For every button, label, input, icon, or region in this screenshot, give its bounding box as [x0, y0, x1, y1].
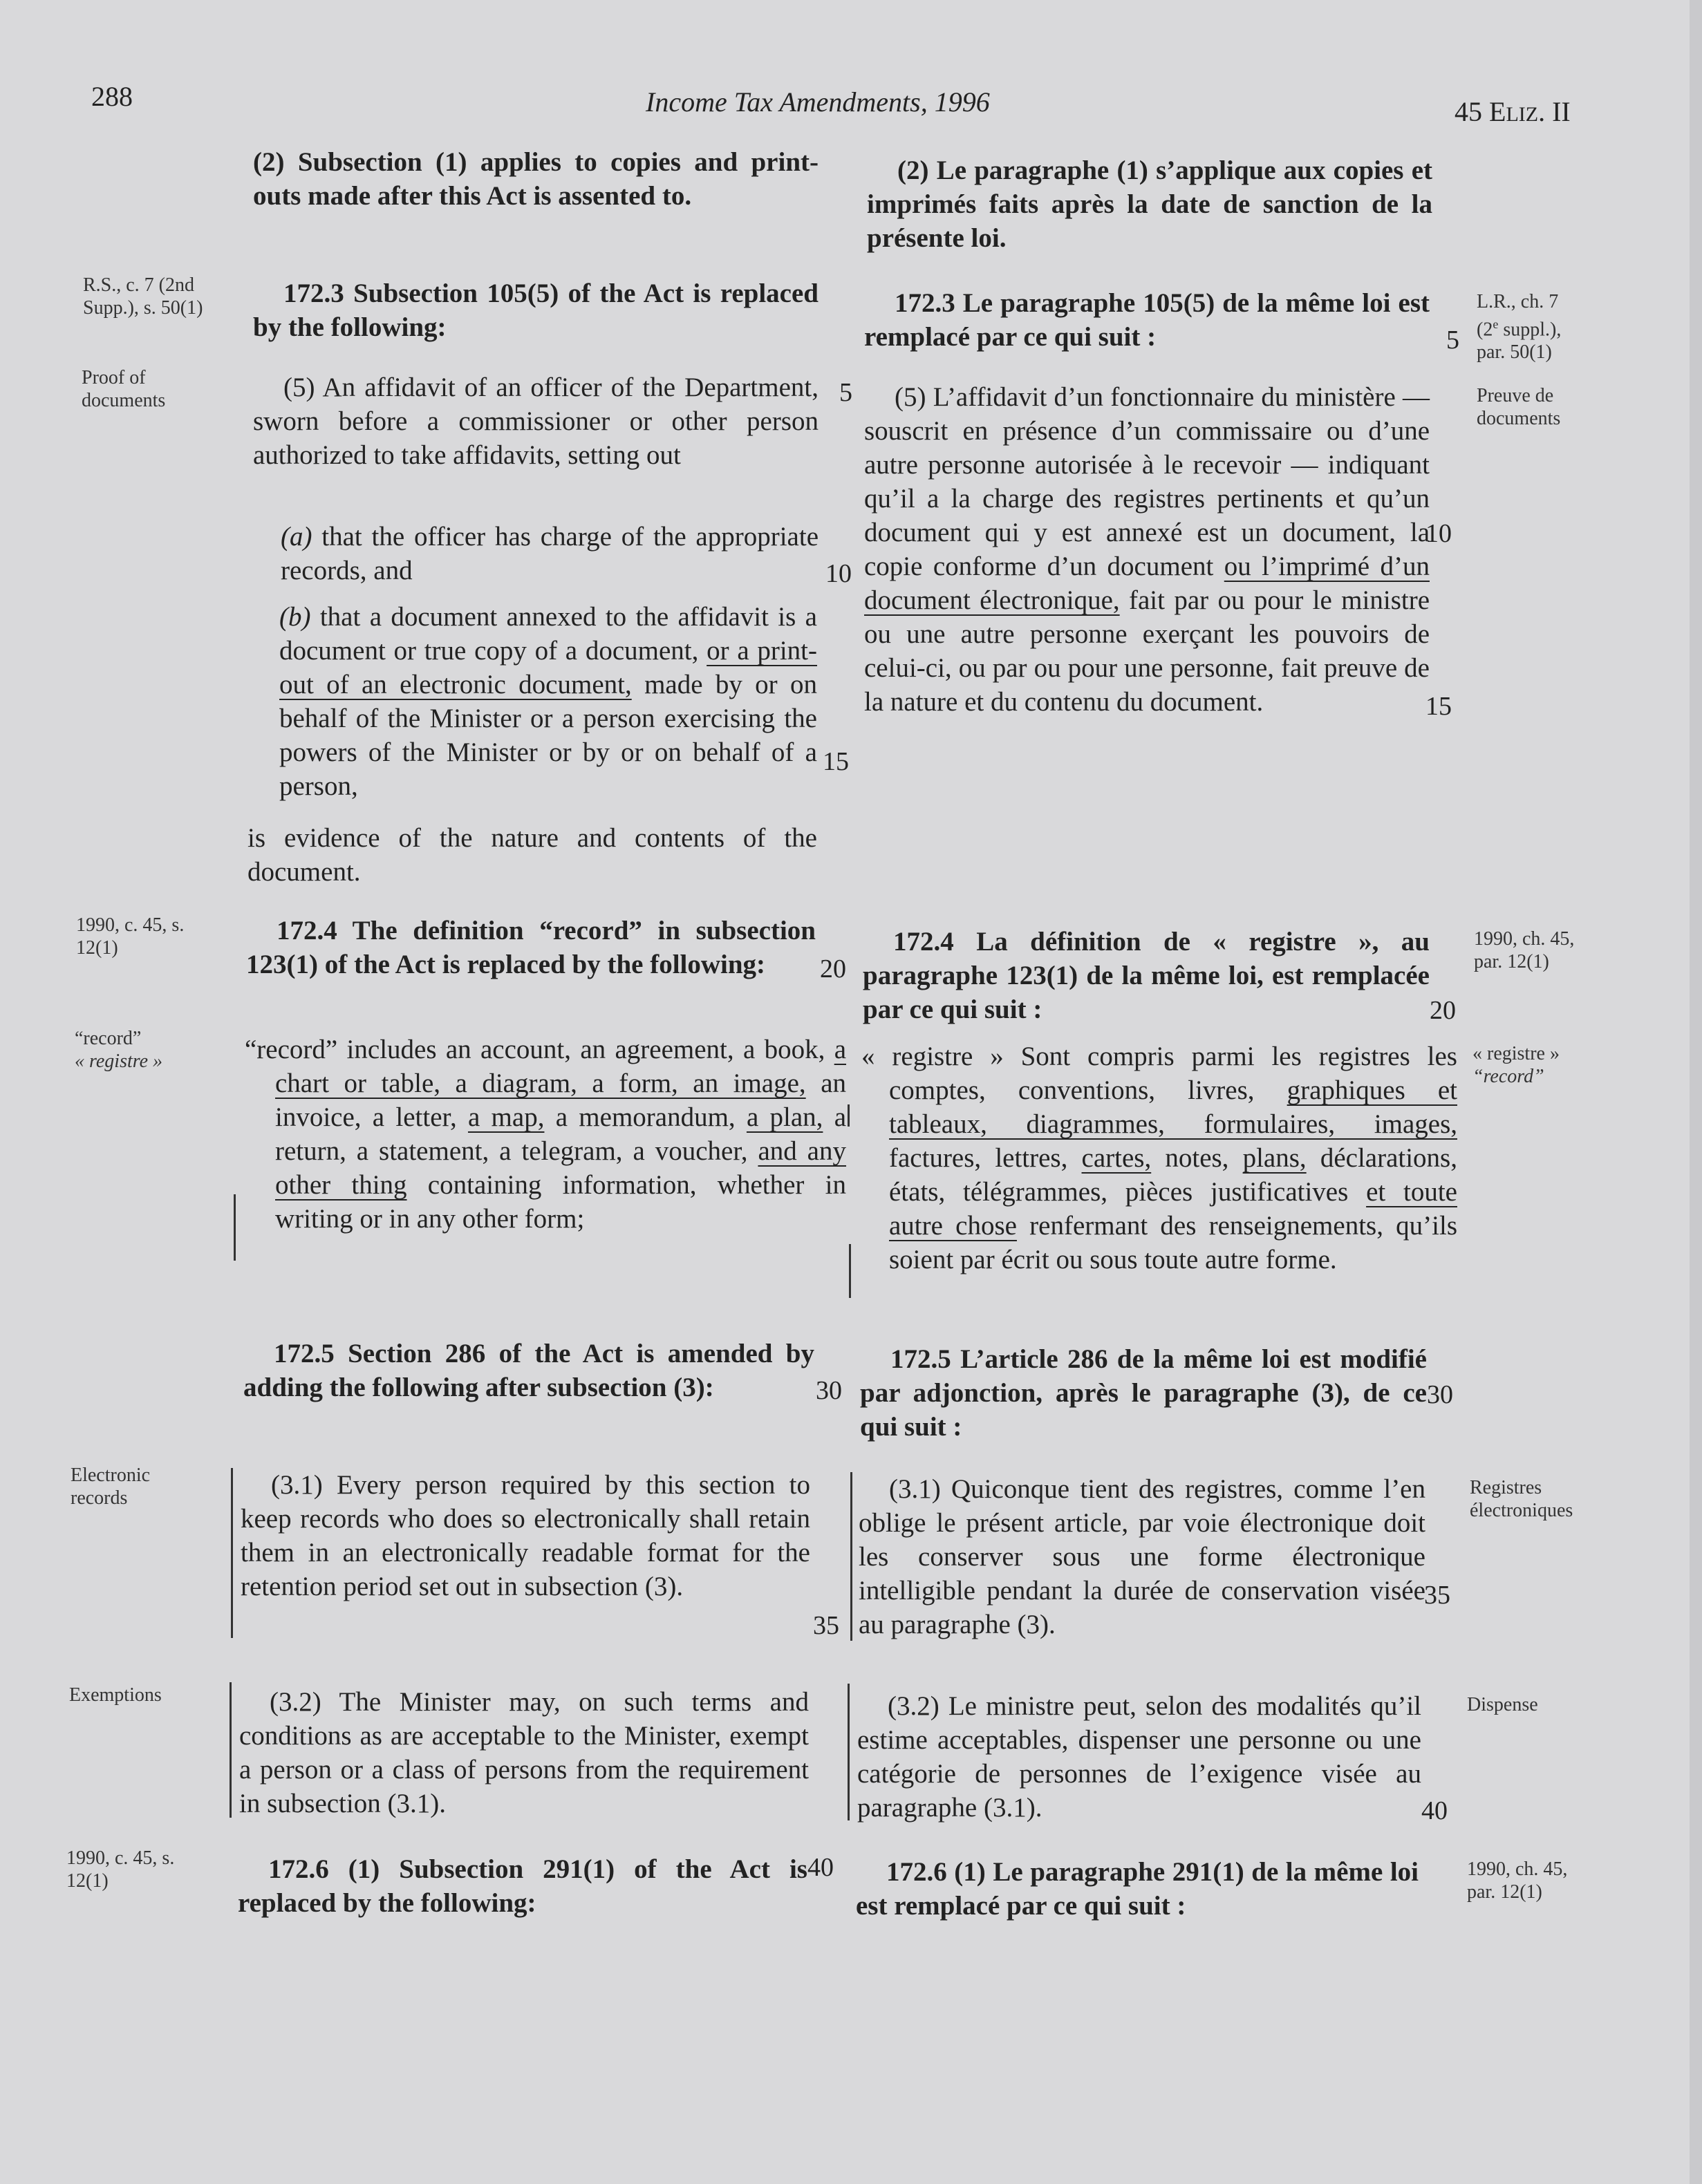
line-number: 30 — [816, 1376, 842, 1405]
margin-note-1990-ch-citation-2: 1990, ch. 45, par. 12(1) — [1467, 1858, 1568, 1903]
margin-note-registres-electroniques: Registres électroniques — [1470, 1477, 1573, 1521]
margin-note-dispense: Dispense — [1467, 1694, 1538, 1715]
regnal-year: 45 ELIZ. II — [1455, 96, 1571, 127]
en-section-172-3-heading: 172.3 Subsection 105(5) of the Act is replaced by the following: — [253, 279, 819, 342]
line-number: 15 — [823, 747, 849, 776]
margin-note-record — [75, 1027, 213, 1073]
change-bar — [848, 1104, 850, 1127]
fr-registre-definition: « registre » Sont compris parmi les registres les comptes, conventions, livres, graphiques et tableaux, diagrammes, formulaires, images, factures, lettres, cartes, notes, plans, déclarations, états, télégrammes, pièces justificatives et toute autre chose renfermant des renseignements, qu’ils soient par écrit ou sous toute autre forme. — [861, 1042, 1457, 1274]
line-number-fr: 20 — [1430, 996, 1456, 1025]
fr-section-172-6-heading: 172.6 (1) Le paragraphe 291(1) de la même loi est remplacé par ce qui suit : — [856, 1857, 1419, 1921]
margin-note-registre-fr: « registre » — [1472, 1043, 1560, 1064]
en-paragraph-a: (a) that the officer has charge of the appropriate records, and — [281, 522, 819, 585]
margin-note-registre — [1472, 1042, 1590, 1088]
fr-section-172-3-heading: 172.3 Le paragraphe 105(5) de la même loi est remplacé par ce qui suit : — [864, 288, 1430, 352]
margin-note-lr-citation: L.R., ch. 7 (2e suppl.), par. 50(1) — [1477, 291, 1562, 364]
margin-note-1990-citation: 1990, c. 45, s. 12(1) — [76, 914, 185, 959]
running-title: Income Tax Amendments, 1996 — [646, 86, 990, 117]
fr-section-172-5-heading: 172.5 L’article 286 de la même loi est modifié par adjonction, après le paragraphe (3), de ce qui suit : — [860, 1344, 1427, 1442]
en-subsection-3-1: (3.1) Every person required by this section to keep records who does so electronically shall retain them in an electronically readable format for the retention period set out in subsection (3). — [241, 1470, 810, 1601]
margin-note-record-en: “record” — [75, 1028, 142, 1049]
fr-subsection-105-5: (5) L’affidavit d’un fonctionnaire du ministère — souscrit en présence d’un commissaire ou d’une autre personne autorisée à le recevoir — indiquant qu’il a la charge des registres pertinents et qu’un document qui y est annexé est un document, la copie conforme d’un document ou l’imprimé d’un document électronique, fait par ou pour le ministre ou une autre personne exerçant les pouvoirs de celui-ci, ou par ou pour une personne, fait preuve de la nature et du contenu du document. — [864, 382, 1430, 717]
line-number: 5 — [839, 378, 852, 407]
fr-subsection-172-2-2: (2) Le paragraphe (1) s’applique aux copies et imprimés faits après la date de sanction de la présente loi. — [867, 156, 1432, 253]
line-number: 20 — [820, 954, 846, 983]
margin-note-registre-en: “record” — [1472, 1066, 1544, 1087]
change-bar — [850, 1472, 852, 1641]
margin-note-rs-citation: R.S., c. 7 (2nd Supp.), s. 50(1) — [83, 274, 203, 319]
en-section-172-4-heading: 172.4 The definition “record” in subsection 123(1) of the Act is replaced by the following: — [246, 916, 816, 979]
line-number-fr: 30 — [1427, 1380, 1453, 1409]
change-bar — [230, 1682, 232, 1818]
en-section-172-6-heading: 172.6 (1) Subsection 291(1) of the Act is replaced by the following: — [238, 1854, 807, 1918]
change-bar — [848, 1684, 850, 1820]
en-subsection-105-5: (5) An affidavit of an officer of the Department, sworn before a commissioner or other person authorized to take affidavits, setting out — [253, 373, 819, 470]
line-number-fr: 40 — [1421, 1796, 1448, 1825]
en-evidence-clause: is evidence of the nature and contents of the document. — [247, 823, 817, 887]
page-number: 288 — [91, 81, 133, 112]
line-number-fr: 35 — [1424, 1581, 1450, 1610]
fr-section-172-4-heading: 172.4 La définition de « registre », au paragraphe 123(1) de la même loi, est remplacée par ce qui suit : — [863, 927, 1430, 1024]
en-record-definition: “record” includes an account, an agreement, a book, a chart or table, a diagram, a form, an image, an invoice, a letter, a map, a memorandum, a plan, a return, a statement, a telegram, a voucher, and any other thing containing information, whether in writing or in any other form; — [245, 1035, 846, 1234]
change-bar — [234, 1194, 236, 1261]
line-number-fr: 15 — [1425, 692, 1452, 721]
page-edge — [1690, 0, 1702, 2184]
en-subsection-172-2-2: (2) Subsection (1) applies to copies and print-outs made after this Act is assented to. — [253, 147, 819, 211]
margin-note-proof-of-documents: Proof of documents — [82, 367, 166, 411]
fr-subsection-3-1: (3.1) Quiconque tient des registres, comme l’en oblige le présent article, par voie électronique doit les conserver sous une forme électronique intelligible pendant la durée de conservation visée au paragraphe (3). — [859, 1474, 1425, 1639]
en-section-172-5-heading: 172.5 Section 286 of the Act is amended by adding the following after subsection (3): — [243, 1339, 814, 1402]
line-number: 10 — [825, 559, 852, 588]
margin-note-exemptions: Exemptions — [69, 1684, 162, 1706]
margin-note-electronic-records: Electronic records — [71, 1465, 151, 1509]
change-bar — [849, 1244, 851, 1298]
margin-note-1990-citation-2: 1990, c. 45, s. 12(1) — [66, 1847, 175, 1892]
fr-subsection-3-2: (3.2) Le ministre peut, selon des modalités qu’il estime acceptables, dispenser une personne ou une catégorie de personnes de l’exigence visée au paragraphe (3.1). — [857, 1691, 1421, 1823]
line-number-fr: 10 — [1425, 519, 1452, 548]
margin-note-record-fr: « registre » — [75, 1051, 163, 1072]
line-number: 35 — [813, 1611, 839, 1640]
margin-note-1990-ch-citation: 1990, ch. 45, par. 12(1) — [1474, 928, 1575, 972]
en-paragraph-b: (b) that a document annexed to the affidavit is a document or true copy of a document, or a print-out of an electronic document, made by or on behalf of the Minister or a person exercising the powers of the Minister or by or on behalf of a person, — [279, 602, 817, 801]
line-number: 40 — [807, 1853, 834, 1882]
en-subsection-3-2: (3.2) The Minister may, on such terms and conditions as are acceptable to the Minister, exempt a person or a class of persons from the requirement in subsection (3.1). — [239, 1687, 809, 1818]
margin-note-preuve-de-documents: Preuve de documents — [1477, 385, 1561, 429]
change-bar — [231, 1468, 233, 1638]
line-number-fr: 5 — [1446, 326, 1459, 355]
